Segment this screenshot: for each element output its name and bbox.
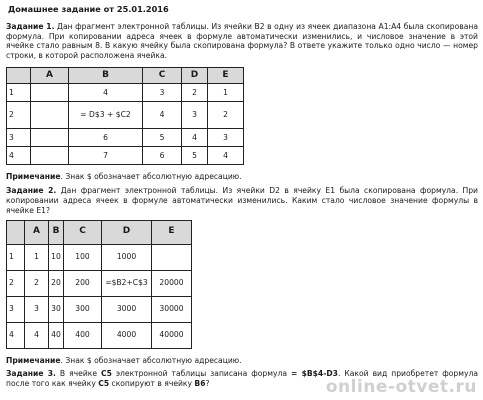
- row-header: 2: [7, 102, 31, 129]
- formula-text: = $B$4-D3: [290, 369, 338, 379]
- table-cell: 20: [49, 270, 64, 296]
- table-cell: 4000: [102, 322, 152, 348]
- table-cell: 1: [25, 244, 49, 270]
- table-cell: [31, 129, 69, 147]
- table-cell: 20000: [152, 270, 192, 296]
- note-text: . Знак $ обозначает абсолютную адресацию.: [60, 355, 242, 365]
- table-row: [7, 129, 244, 147]
- formula-cell: = D$3 + $C2: [69, 102, 143, 129]
- cell-ref: C5: [98, 379, 110, 389]
- table-cell: [31, 84, 69, 102]
- task1-label: Задание 1.: [6, 21, 55, 31]
- header-cell: A: [31, 68, 69, 84]
- header-cell: C: [64, 220, 102, 244]
- task3-label: Задание 3.: [6, 369, 56, 379]
- table-row: [7, 84, 244, 102]
- row-header: 1: [7, 244, 25, 270]
- table-row: [7, 322, 192, 348]
- task2-paragraph: [6, 186, 478, 216]
- task3-text: ?: [205, 379, 210, 389]
- table-cell: 3: [208, 129, 244, 147]
- table-cell: 30000: [152, 296, 192, 322]
- header-cell: A: [25, 220, 49, 244]
- header-cell: D: [102, 220, 152, 244]
- table-cell: 3: [25, 296, 49, 322]
- table-row: [7, 296, 192, 322]
- task2-header-row: [7, 220, 192, 244]
- table-cell: [31, 147, 69, 165]
- header-cell: E: [208, 68, 244, 84]
- task3-text: В ячейке: [59, 369, 102, 379]
- table-row: [7, 102, 244, 129]
- table-cell: 5: [182, 147, 208, 165]
- task1-note: [6, 172, 478, 182]
- task3-text: электронной таблицы записана формула: [111, 369, 291, 379]
- note-label: Примечание: [6, 355, 61, 365]
- task1-paragraph: [6, 22, 478, 61]
- table-cell: 3000: [102, 296, 152, 322]
- table-cell: 4: [69, 84, 143, 102]
- table-cell: 5: [143, 129, 182, 147]
- table-cell: 200: [64, 270, 102, 296]
- row-header: 2: [7, 270, 25, 296]
- table-cell: [152, 244, 192, 270]
- table-cell: 3: [182, 102, 208, 129]
- row-header: 1: [7, 84, 31, 102]
- header-cell: B: [49, 220, 64, 244]
- table-cell: 40: [49, 322, 64, 348]
- header-cell: [7, 220, 25, 244]
- table-cell: 1: [208, 84, 244, 102]
- table-cell: 4: [208, 147, 244, 165]
- header-cell: D: [182, 68, 208, 84]
- row-header: 4: [7, 147, 31, 165]
- cell-ref: B6: [194, 379, 206, 389]
- table-cell: 3: [143, 84, 182, 102]
- table-cell: 1000: [102, 244, 152, 270]
- row-header: 4: [7, 322, 25, 348]
- task2-note: [6, 356, 478, 366]
- table-cell: [31, 102, 69, 129]
- note-text: . Знак $ обозначает абсолютную адресацию.: [60, 172, 242, 182]
- header-cell: E: [152, 220, 192, 244]
- table-cell: 2: [182, 84, 208, 102]
- task3-text: после того как ячейку: [6, 379, 99, 389]
- table-cell: 7: [69, 147, 143, 165]
- table-cell: 10: [49, 244, 64, 270]
- table-cell: 6: [143, 147, 182, 165]
- table-cell: 100: [64, 244, 102, 270]
- formula-cell: =$B2+C$3: [102, 270, 152, 296]
- table-cell: 40000: [152, 322, 192, 348]
- note-label: Примечание: [6, 172, 61, 182]
- table-cell: 2: [25, 270, 49, 296]
- row-header: 3: [7, 129, 31, 147]
- table-cell: 4: [25, 322, 49, 348]
- header-cell: B: [69, 68, 143, 84]
- table-row: [7, 244, 192, 270]
- page-title: Домашнее задание от 25.01.2016: [8, 4, 169, 14]
- row-header: 3: [7, 296, 25, 322]
- task3-text: . Какой вид приобретет формула: [337, 369, 478, 379]
- task1-text: Дан фрагмент электронной таблицы. Из ячейки B2 в одну из ячеек диапазона A1:A4 была скопирована формула. При копировании адреса ячеек в формуле автоматически изменились, и числовое значение в этой ячейке стало равным 8. В какую ячейку была скопирована формула? В ответе укажите только одно число — номер строки, в которой расположена ячейка.: [6, 21, 478, 61]
- table-cell: 300: [64, 296, 102, 322]
- task2-table: [6, 220, 192, 349]
- table-cell: 4: [182, 129, 208, 147]
- site-watermark: online-otvet.ru: [325, 376, 477, 397]
- table-cell: 4: [143, 102, 182, 129]
- header-cell: C: [143, 68, 182, 84]
- task2-text: Дан фрагмент электронной таблицы. Из ячейки D2 в ячейку E1 была скопирована формула. При копировании адреса ячеек в формуле автоматически изменились. Каким стало числовое значение формулы в ячейке E1?: [6, 185, 478, 215]
- table-row: [7, 147, 244, 165]
- task3-text: скопируют в ячейку: [109, 379, 195, 389]
- task2-label: Задание 2.: [6, 185, 57, 195]
- task1-table: [6, 67, 244, 165]
- table-row: [7, 270, 192, 296]
- table-cell: 6: [69, 129, 143, 147]
- document-page: [6, 4, 478, 393]
- table-cell: 2: [208, 102, 244, 129]
- table-cell: 30: [49, 296, 64, 322]
- table-cell: 400: [64, 322, 102, 348]
- task1-header-row: [7, 68, 244, 84]
- cell-ref: C5: [101, 369, 112, 379]
- header-cell: [7, 68, 31, 84]
